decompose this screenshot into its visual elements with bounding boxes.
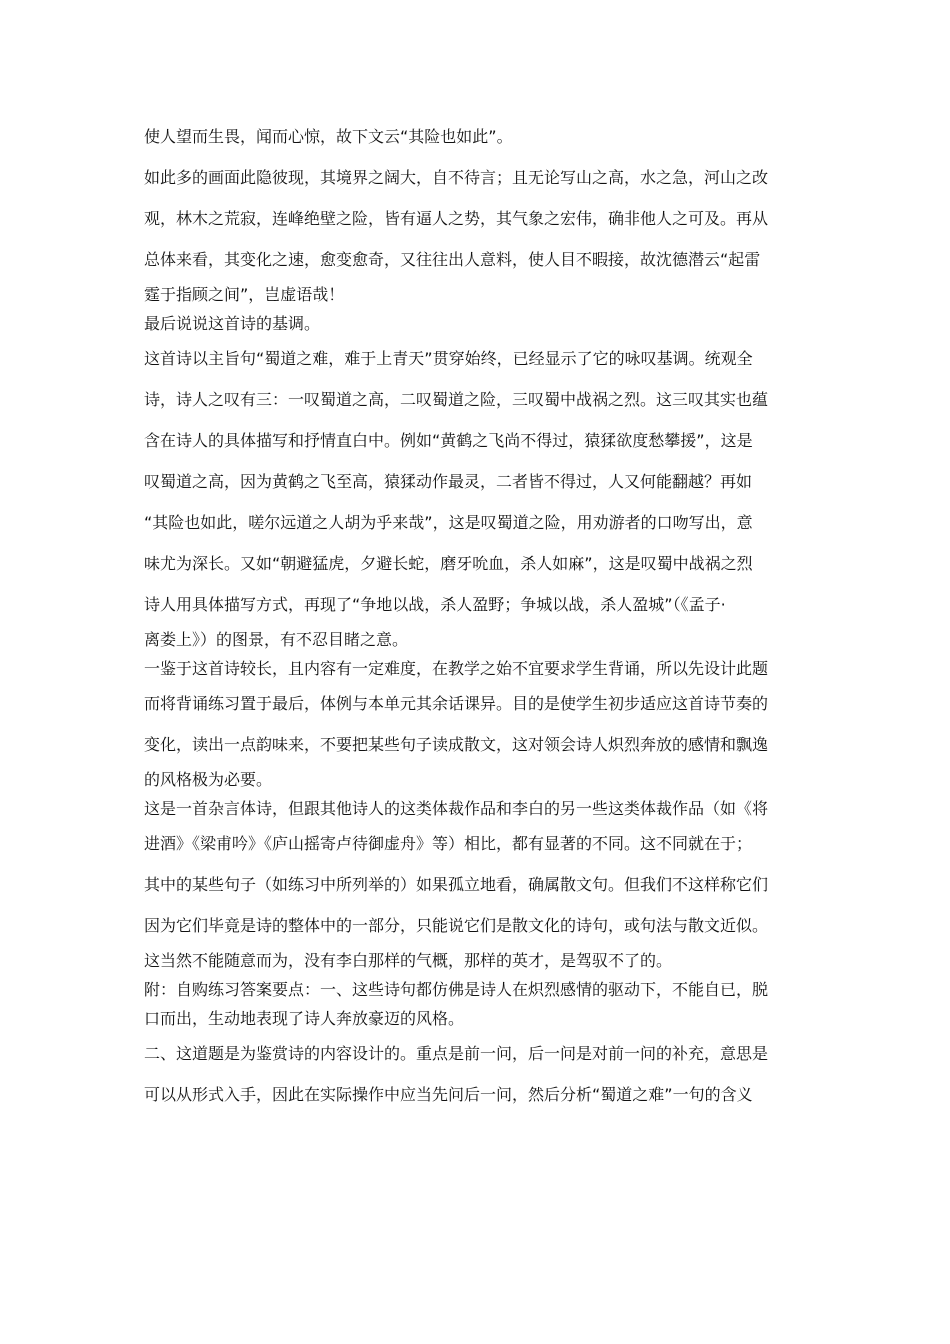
text-line: 附：自购练习答案要点：一、这些诗句都仿佛是诗人在炽烈感情的驱动下，不能自已，脱 — [144, 980, 769, 999]
text-line: 的风格极为必要。 — [144, 770, 273, 789]
text-line: 叹蜀道之高，因为黄鹤之飞至高，猿猱动作最灵，二者皆不得过，人又何能翻越？再如 — [144, 472, 753, 491]
text-line: 诗，诗人之叹有三：一叹蜀道之高，二叹蜀道之险，三叹蜀中战祸之烈。这三叹其实也蕴 — [144, 390, 769, 409]
text-line: 诗人用具体描写方式，再现了“争地以战，杀人盈野；争城以战，杀人盈城”（《孟子· — [144, 595, 726, 614]
text-line: 因为它们毕竟是诗的整体中的一部分，只能说它们是散文化的诗句，或句法与散文近似。 — [144, 916, 769, 935]
text-line: 变化，读出一点韵味来，不要把某些句子读成散文，这对领会诗人炽烈奔放的感情和飘逸 — [144, 735, 769, 754]
text-line: 一鉴于这首诗较长，且内容有一定难度，在教学之始不宜要求学生背诵，所以先设计此题 — [144, 659, 769, 678]
text-line: 进酒》《梁甫吟》《庐山摇寄卢待御虚舟》等）相比，都有显著的不同。这不同就在于； — [144, 834, 753, 853]
text-line: 二、这道题是为鉴赏诗的内容设计的。重点是前一问，后一问是对前一问的补充，意思是 — [144, 1044, 769, 1063]
text-line: 这当然不能随意而为，没有李白那样的气概，那样的英才，是驾驭不了的。 — [144, 951, 673, 970]
text-line: “其险也如此，嗟尔远道之人胡为乎来哉”，这是叹蜀道之险，用劝游者的口吻写出，意 — [144, 513, 753, 532]
text-line: 而将背诵练习置于最后，体例与本单元其余话课异。目的是使学生初步适应这首诗节奏的 — [144, 694, 769, 713]
text-line: 其中的某些句子（如练习中所列举的）如果孤立地看，确属散文句。但我们不这样称它们 — [144, 875, 769, 894]
text-line: 观，林木之荒寂，连峰绝壁之险，皆有逼人之势，其气象之宏伟，确非他人之可及。再从 — [144, 209, 769, 228]
document-body — [144, 116, 812, 1115]
text-line: 使人望而生畏，闻而心惊，故下文云“其险也如此”。 — [144, 127, 513, 146]
text-line: 总体来看，其变化之速，愈变愈奇，又往往出人意料，使人目不暇接，故沈德潜云“起雷 — [144, 250, 761, 269]
text-line: 味尤为深长。又如“朝避猛虎，夕避长蛇，磨牙吮血，杀人如麻”，这是叹蜀中战祸之烈 — [144, 554, 753, 573]
text-line: 最后说说这首诗的基调。 — [144, 314, 321, 333]
text-line: 口而出，生动地表现了诗人奔放豪迈的风格。 — [144, 1009, 465, 1028]
text-line: 这首诗以主旨句“蜀道之难，难于上青天”贯穿始终，已经显示了它的咏叹基调。统观全 — [144, 349, 753, 368]
text-line: 离娄上》）的图景，有不忍目睹之意。 — [144, 630, 409, 649]
text-line: 可以从形式入手，因此在实际操作中应当先问后一问，然后分析“蜀道之难”一句的含义 — [144, 1085, 753, 1104]
text-line: 这是一首杂言体诗，但跟其他诗人的这类体裁作品和李白的另一些这类体裁作品（如《将 — [144, 799, 769, 818]
text-line: 如此多的画面此隐彼现，其境界之阔大，自不待言；且无论写山之高，水之急，河山之改 — [144, 168, 769, 187]
text-line: 含在诗人的具体描写和抒情直白中。例如“黄鹤之飞尚不得过，猿猱欲度愁攀援”，这是 — [144, 431, 753, 450]
text-line: 霆于指顾之间”，岂虚语哉！ — [144, 285, 345, 304]
